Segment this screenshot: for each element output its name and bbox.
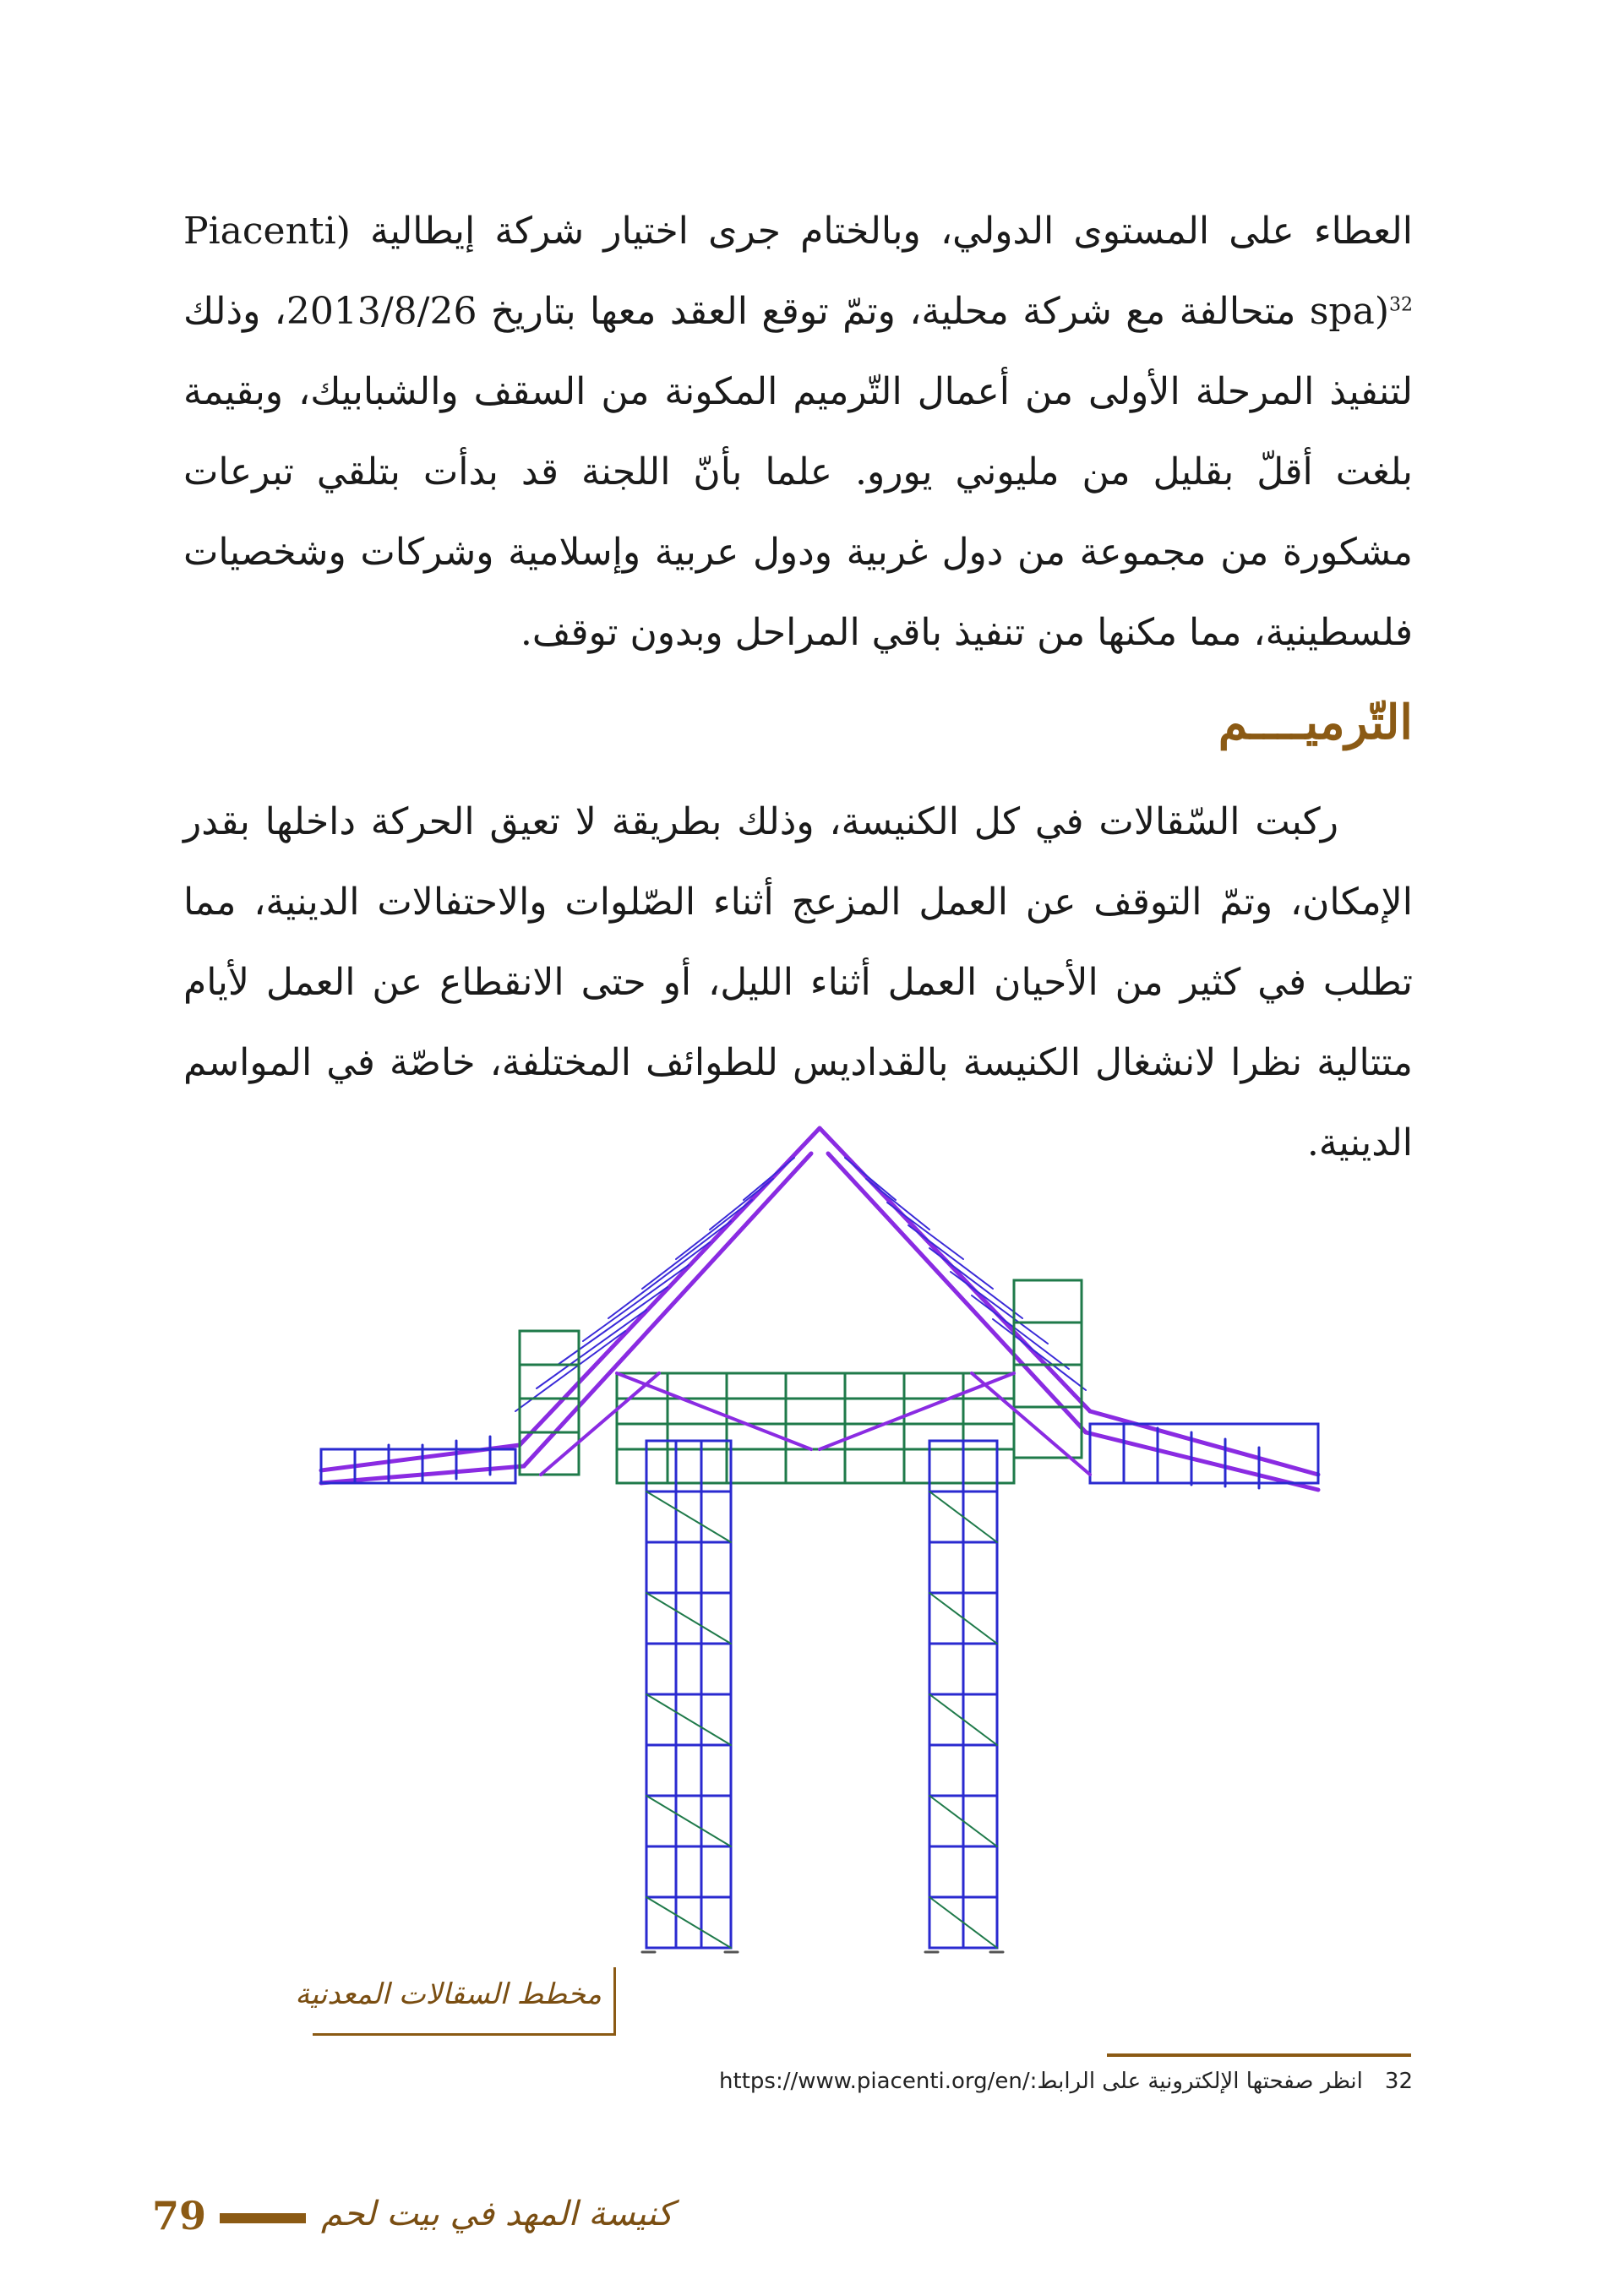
footnote-number: 32 — [1384, 2069, 1413, 2094]
roof-right-slope — [820, 1128, 1318, 1490]
footnote-link[interactable]: https://www.piacenti.org/en/ — [719, 2069, 1030, 2094]
footer-divider-bar — [220, 2213, 306, 2223]
paragraph-contract-before: العطاء على المستوى الدولي، وبالختام جرى اختيار شركة إيطالية ( — [335, 210, 1413, 253]
paragraph-scaffolding: ركبت السّقالات في كل الكنيسة، وذلك بطريقة لا تعيق الحركة داخلها بقدر الإمكان، وتمّ التوقف عن العمل المزعج أثناء الصّلوات والاحتفالات الدينية، مما تطلب في كثير من الأحيان العمل أثناء الليل، أو حتى الانقطاع عن العمل لأيام متتالية نظرا لانشغال الكنيسة بالقداديس للطوائف المختلفة، خاصّة في المواسم الدينية. — [183, 800, 1414, 1164]
right-eave-frame — [1090, 1424, 1318, 1488]
footnote-text: انظر صفحتها الإلكترونية على الرابط: — [1029, 2069, 1363, 2094]
paragraph-contract-after: متحالفة مع شركة محلية، وتمّ توقع العقد معها بتاريخ 2013/8/26، وذلك لتنفيذ المرحلة الأولى من أعمال التّرميم المكونة من السقف والشبابيك، وبقيمة بلغت أقلّ بقليل من مليوني يورو. علما بأنّ اللجنة قد بدأت بتلقي تبرعات مشكورة من مجموعة من دول غربية ودول عربية وإسلامية وشركات وشخصيات فلسطينية، مما مكنها من تنفيذ باقي المراحل وبدون توقف. — [183, 290, 1413, 654]
figure-caption-box — [295, 1967, 616, 2036]
figure-caption: مخطط السقالات المعدنية — [295, 1977, 602, 2011]
book-title: كنيسة المهد في بيت لحم — [321, 2195, 673, 2233]
scaffolding-drawing — [304, 1120, 1352, 1973]
page-number: 79 — [152, 2193, 207, 2239]
scaffolding-diagram — [304, 1120, 1352, 1973]
paragraph-contract — [183, 191, 1413, 673]
footnote-reference[interactable]: 32 — [1388, 294, 1413, 316]
company-close-paren: ) — [1374, 290, 1389, 333]
upper-left-tower — [520, 1331, 579, 1475]
company-name: Piacenti spa — [183, 210, 1375, 333]
roof-left-slope — [321, 1128, 820, 1483]
left-leg-bracing — [646, 1492, 731, 1948]
page-footer — [152, 2193, 693, 2244]
section-heading-restoration: التّرميــــم — [1218, 695, 1413, 750]
footnote-divider — [1107, 2053, 1411, 2057]
footnote — [719, 2069, 1413, 2094]
